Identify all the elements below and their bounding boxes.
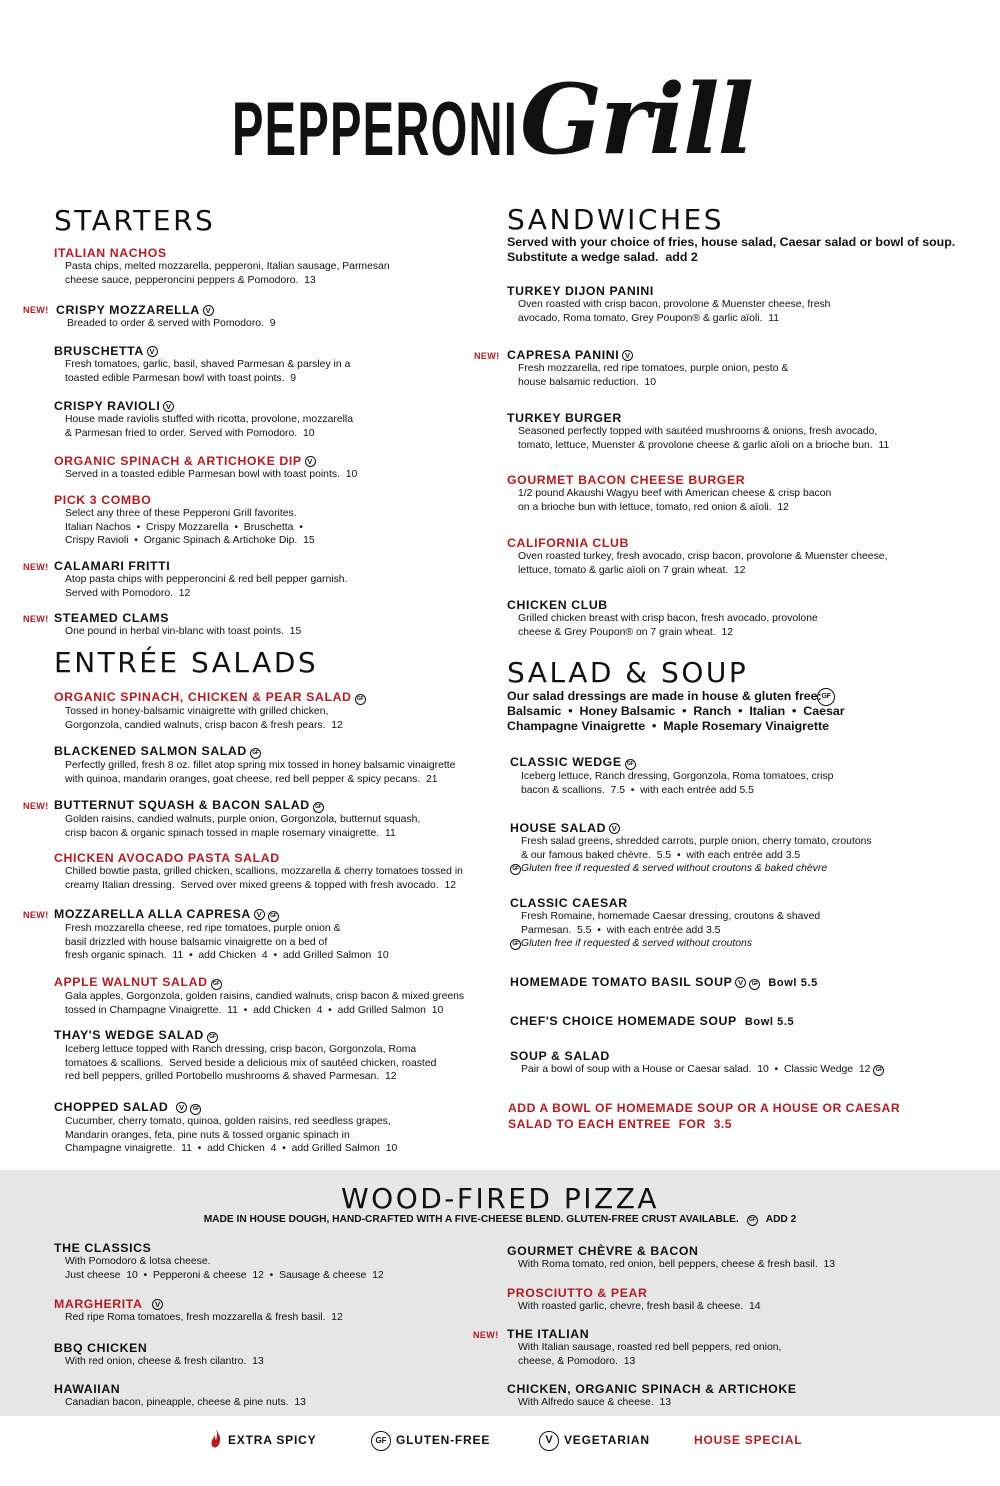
item-name: CLASSIC WEDGE xyxy=(510,755,622,769)
vegetarian-icon: V xyxy=(203,305,214,316)
sandwiches-intro: Served with your choice of fries, house salad, Caesar salad or bowl of soup. Substitute a wedge salad. add 2 xyxy=(507,235,956,264)
item-name: CALIFORNIA CLUB xyxy=(507,536,629,550)
item-description: Tossed in honey-balsamic vinaigrette with grilled chicken, Gorgonzola, candied walnuts, crisp bacon & fresh pears. 12 xyxy=(65,706,343,731)
soup-salad-item xyxy=(510,821,872,876)
item-name: BUTTERNUT SQUASH & BACON SALAD xyxy=(54,798,310,812)
legend-vegetarian: VEGETARIAN xyxy=(564,1433,650,1447)
item-name: BLACKENED SALMON SALAD xyxy=(54,744,247,758)
item-description: Seasoned perfectly topped with sautéed mushrooms & onions, fresh avocado, tomato, lettuce, Muenster & provolone cheese & garlic aïoli on a brioche bun. 11 xyxy=(518,426,890,451)
item-description: Fresh mozzarella cheese, red ripe tomatoes, purple onion & basil drizzled with house balsamic vinaigrette on a bed of fresh organic spinach. 11 • add Chicken 4 • add Grilled Salmon 10 xyxy=(65,923,389,962)
gluten-free-icon: GF xyxy=(371,1431,391,1451)
vegetarian-icon: V xyxy=(152,1299,163,1310)
item-description: Canadian bacon, pineapple, cheese & pine nuts. 13 xyxy=(65,1397,306,1408)
item-name: BBQ CHICKEN xyxy=(54,1341,148,1355)
salad-item xyxy=(54,851,463,892)
item-description: With red onion, cheese & fresh cilantro. 13 xyxy=(65,1356,264,1367)
gluten-free-icon: GF xyxy=(250,748,261,759)
pizza-heading: WOOD-FIRED PIZZA xyxy=(340,1182,660,1215)
new-tag: NEW! xyxy=(23,910,49,920)
item-name: CALAMARI FRITTI xyxy=(54,559,171,573)
item-name: CHICKEN AVOCADO PASTA SALAD xyxy=(54,851,280,865)
pizza-subtitle: MADE IN HOUSE DOUGH, HAND-CRAFTED WITH A FIVE-CHEESE BLEND. GLUTEN-FREE CRUST AVAILABLE. xyxy=(203,1214,739,1225)
item-name: CRISPY MOZZARELLA xyxy=(56,303,200,317)
item-name: CHICKEN, ORGANIC SPINACH & ARTICHOKE xyxy=(507,1382,797,1396)
gluten-free-icon: GF xyxy=(510,939,521,950)
item-description: Select any three of these Pepperoni Grill favorites. Italian Nachos • Crispy Mozzarella • Bruschetta • Crispy Ravioli • Organic Spinach & Artichoke Dip. 15 xyxy=(65,508,315,547)
legend-gluten-free: GLUTEN-FREE xyxy=(396,1433,491,1447)
item-name: THAY'S WEDGE SALAD xyxy=(54,1028,204,1042)
item-description: With Roma tomato, red onion, bell peppers, cheese & fresh basil. 13 xyxy=(518,1259,836,1270)
item-name: TURKEY DIJON PANINI xyxy=(507,284,654,298)
soup-salad-item xyxy=(510,755,833,797)
starter-item xyxy=(54,611,301,639)
vegetarian-icon: V xyxy=(539,1431,559,1451)
soup-salad-item xyxy=(510,1049,884,1077)
item-name: CRISPY RAVIOLI xyxy=(54,399,161,413)
starter-item xyxy=(54,493,315,548)
sandwich-item xyxy=(507,411,889,452)
soup-salad-item xyxy=(510,975,818,990)
item-name: THE CLASSICS xyxy=(54,1241,152,1255)
dressings-intro: Our salad dressings are made in house & gluten free: Balsamic • Honey Balsamic • Ranch • Italian • Caesar Champagne Vinaigrette • Maple Rosemary Vinaigrette xyxy=(507,689,845,733)
item-name: GOURMET BACON CHEESE BURGER xyxy=(507,473,746,487)
starter-item xyxy=(54,454,357,482)
item-description: Pasta chips, melted mozzarella, pepperoni, Italian sausage, Parmesan cheese sauce, pepperoncini peppers & Pomodoro. 13 xyxy=(65,261,390,286)
item-name: MOZZARELLA ALLA CAPRESA xyxy=(54,907,251,921)
item-description: One pound in herbal vin-blanc with toast points. 15 xyxy=(65,626,302,637)
gluten-free-icon: GF xyxy=(873,1065,884,1076)
item-name: MARGHERITA xyxy=(54,1297,143,1311)
item-description: With Pomodoro & lotsa cheese. Just cheese 10 • Pepperoni & cheese 12 • Sausage & cheese 12 xyxy=(65,1256,384,1281)
vegetarian-icon: V xyxy=(147,346,158,357)
item-name: CHEF'S CHOICE HOMEMADE SOUP xyxy=(510,1014,737,1028)
gluten-free-icon: GF xyxy=(268,911,279,922)
item-name: HOUSE SALAD xyxy=(510,821,607,835)
sandwich-item xyxy=(507,284,830,325)
salad-item xyxy=(54,975,464,1017)
vegetarian-icon: V xyxy=(735,977,746,988)
pizza-item xyxy=(54,1297,343,1325)
item-description: Fresh Romaine, homemade Caesar dressing, croutons & shaved Parmesan. 5.5 • with each entrée add 3.5 xyxy=(521,911,821,936)
item-description: Fresh mozzarella, red ripe tomatoes, purple onion, pesto & house balsamic reduction. 10 xyxy=(518,363,789,388)
gluten-free-icon: GF xyxy=(749,979,760,990)
gluten-free-icon: GF xyxy=(190,1104,201,1115)
item-description: Served in a toasted edible Parmesan bowl with toast points. 10 xyxy=(65,469,358,480)
pizza-item xyxy=(507,1244,835,1272)
sandwich-item xyxy=(507,598,818,639)
item-name: BRUSCHETTA xyxy=(54,344,144,358)
item-name: CHICKEN CLUB xyxy=(507,598,608,612)
item-description: Breaded to order & served with Pomodoro. 9 xyxy=(67,318,276,329)
salad-item xyxy=(54,690,366,732)
item-description: With Italian sausage, roasted red bell peppers, red onion, cheese, & Pomodoro. 13 xyxy=(518,1342,782,1367)
item-name: APPLE WALNUT SALAD xyxy=(54,975,208,989)
vegetarian-icon: V xyxy=(609,823,620,834)
item-name: ITALIAN NACHOS xyxy=(54,246,167,260)
vegetarian-icon: V xyxy=(305,456,316,467)
entree-salads-heading: ENTRÉE SALADS xyxy=(54,646,319,679)
salad-item xyxy=(54,1100,397,1156)
new-tag: NEW! xyxy=(23,614,49,624)
vegetarian-icon: V xyxy=(163,401,174,412)
item-price: Bowl 5.5 xyxy=(744,1016,795,1028)
starter-item xyxy=(54,399,353,440)
item-description: Golden raisins, candied walnuts, purple onion, Gorgonzola, butternut squash, crisp bacon & organic spinach tossed in maple rosemary vinaigrette. 11 xyxy=(65,814,421,839)
gluten-free-note: Gluten free if requested & served without croutons & baked chèvre xyxy=(521,863,828,875)
logo xyxy=(0,63,1000,178)
item-description: Pair a bowl of soup with a House or Caesar salad. 10 • Classic Wedge 12 xyxy=(521,1064,871,1075)
gluten-free-note: Gluten free if requested & served without croutons xyxy=(521,938,753,950)
salad-soup-heading: SALAD & SOUP xyxy=(507,656,749,689)
sandwich-item xyxy=(507,473,831,514)
item-description: Grilled chicken breast with crisp bacon, fresh avocado, provolone cheese & Grey Poupon® on 7 grain wheat. 12 xyxy=(518,613,818,638)
item-name: PICK 3 COMBO xyxy=(54,493,152,507)
item-description: With roasted garlic, chevre, fresh basil & cheese. 14 xyxy=(518,1301,761,1312)
soup-salad-item xyxy=(510,1014,794,1029)
item-description: 1/2 pound Akaushi Wagyu beef with American cheese & crisp bacon on a brioche bun with lettuce, tomato, red onion & aïoli. 12 xyxy=(518,488,832,513)
vegetarian-icon: V xyxy=(622,350,633,361)
gluten-free-crust-price: ADD 2 xyxy=(765,1214,797,1225)
gluten-free-icon: GF xyxy=(747,1215,758,1226)
item-name: ORGANIC SPINACH & ARTICHOKE DIP xyxy=(54,454,302,468)
item-name: STEAMED CLAMS xyxy=(54,611,170,625)
legend-extra-spicy: EXTRA SPICY xyxy=(228,1433,317,1447)
new-tag: NEW! xyxy=(23,305,49,315)
starters-heading: STARTERS xyxy=(54,204,216,237)
pizza-item xyxy=(54,1241,384,1282)
item-name: CHOPPED SALAD xyxy=(54,1100,169,1114)
pizza-item xyxy=(507,1382,797,1410)
item-name: ORGANIC SPINACH, CHICKEN & PEAR SALAD xyxy=(54,690,352,704)
vegetarian-icon: V xyxy=(176,1102,187,1113)
item-description: Oven roasted with crisp bacon, provolone & Muenster cheese, fresh avocado, Roma tomato, Grey Poupon® & garlic aïoli. 11 xyxy=(518,299,831,324)
new-tag: NEW! xyxy=(23,801,49,811)
item-name: CAPRESA PANINI xyxy=(507,348,620,362)
gluten-free-icon: GF xyxy=(207,1032,218,1043)
pizza-section xyxy=(0,1170,1000,1416)
item-description: Perfectly grilled, fresh 8 oz. fillet atop spring mix tossed in honey balsamic vinaigrette with quinoa, mandarin oranges, goat cheese, red bell pepper & spicy pecans. 21 xyxy=(65,760,456,785)
item-description: Iceberg lettuce, Ranch dressing, Gorgonzola, Roma tomatoes, crisp bacon & scallions. 7.5 • with each entrée add 5.5 xyxy=(521,771,834,796)
gluten-free-icon: GF xyxy=(355,694,366,705)
soup-salad-item xyxy=(510,896,820,951)
item-name: THE ITALIAN xyxy=(507,1327,590,1341)
new-tag: NEW! xyxy=(473,1330,499,1340)
item-description: House made raviolis stuffed with ricotta, provolone, mozzarella & Parmesan fried to order. Served with Pomodoro. 10 xyxy=(65,414,353,439)
starter-item xyxy=(54,246,390,287)
item-price: Bowl 5.5 xyxy=(768,977,818,989)
new-tag: NEW! xyxy=(474,351,500,361)
salad-item xyxy=(54,1028,436,1084)
item-description: Chilled bowtie pasta, grilled chicken, scallions, mozzarella & cherry tomatoes tossed in creamy Italian dressing. Served over mixed greens & topped with fresh avocado. 12 xyxy=(65,866,463,891)
item-description: With Alfredo sauce & cheese. 13 xyxy=(518,1397,672,1408)
item-name: PROSCIUTTO & PEAR xyxy=(507,1286,648,1300)
salad-item xyxy=(54,907,389,963)
logo-wordmark: PEPPERONI xyxy=(232,87,519,172)
gluten-free-icon: GF xyxy=(817,688,835,706)
pizza-item xyxy=(54,1382,306,1410)
gluten-free-icon: GF xyxy=(510,864,521,875)
legend xyxy=(0,1420,1000,1460)
sandwich-item xyxy=(507,536,887,577)
item-name: HOMEMADE TOMATO BASIL SOUP xyxy=(510,975,733,989)
item-description: Fresh tomatoes, garlic, basil, shaved Parmesan & parsley in a toasted edible Parmesan bowl with toast points. 9 xyxy=(65,359,351,384)
item-description: Red ripe Roma tomatoes, fresh mozzarella & fresh basil. 12 xyxy=(65,1312,343,1323)
sandwiches-heading: SANDWICHES xyxy=(507,203,724,236)
starter-item xyxy=(54,344,350,385)
item-description: Gala apples, Gorgonzola, golden raisins, candied walnuts, crisp bacon & mixed greens tossed in Champagne Vinaigrette. 11 • add Chicken 4 • add Grilled Salmon 10 xyxy=(65,991,465,1016)
logo-script: Grill xyxy=(520,63,752,176)
add-soup-callout: ADD A BOWL OF HOMEMADE SOUP OR A HOUSE OR CAESAR SALAD TO EACH ENTREE FOR 3.5 xyxy=(508,1101,901,1131)
item-description: Fresh salad greens, shredded carrots, purple onion, cherry tomato, croutons & our famous baked chèvre. 5.5 • with each entrée add 3.5 xyxy=(521,836,872,861)
starter-item xyxy=(54,559,347,600)
item-name: SOUP & SALAD xyxy=(510,1049,610,1063)
item-name: TURKEY BURGER xyxy=(507,411,622,425)
pizza-item xyxy=(54,1341,264,1369)
starter-item xyxy=(56,303,276,331)
salad-item xyxy=(54,798,420,840)
salad-item xyxy=(54,744,455,786)
item-description: Oven roasted turkey, fresh avocado, crisp bacon, provolone & Muenster cheese, lettuce, tomato & garlic aïoli on 7 grain wheat. 12 xyxy=(518,551,888,576)
gluten-free-icon: GF xyxy=(313,802,324,813)
item-description: Iceberg lettuce topped with Ranch dressing, crisp bacon, Gorgonzola, Roma tomatoes & scallions. Served beside a delicious mix of sautéed chicken, roasted red bell peppers, grilled Portobello mushrooms & shaved Parmesan. 12 xyxy=(65,1044,437,1083)
flame-icon xyxy=(210,1428,222,1448)
sandwich-item xyxy=(507,348,788,389)
pizza-item xyxy=(507,1286,761,1314)
item-description: Cucumber, cherry tomato, quinoa, golden raisins, red seedless grapes, Mandarin oranges, feta, pine nuts & tossed organic spinach in Champagne vinaigrette. 11 • add Chicken 4 • add Grilled Salmon 10 xyxy=(65,1116,398,1155)
gluten-free-icon: GF xyxy=(211,979,222,990)
legend-house-special: HOUSE SPECIAL xyxy=(694,1433,803,1447)
vegetarian-icon: V xyxy=(254,909,265,920)
item-description: Atop pasta chips with pepperoncini & red bell pepper garnish. Served with Pomodoro. 12 xyxy=(65,574,348,599)
new-tag: NEW! xyxy=(23,562,49,572)
pizza-item xyxy=(507,1327,781,1368)
gluten-free-icon: GF xyxy=(625,759,636,770)
item-name: GOURMET CHÈVRE & BACON xyxy=(507,1244,699,1258)
item-name: HAWAIIAN xyxy=(54,1382,121,1396)
item-name: CLASSIC CAESAR xyxy=(510,896,628,910)
